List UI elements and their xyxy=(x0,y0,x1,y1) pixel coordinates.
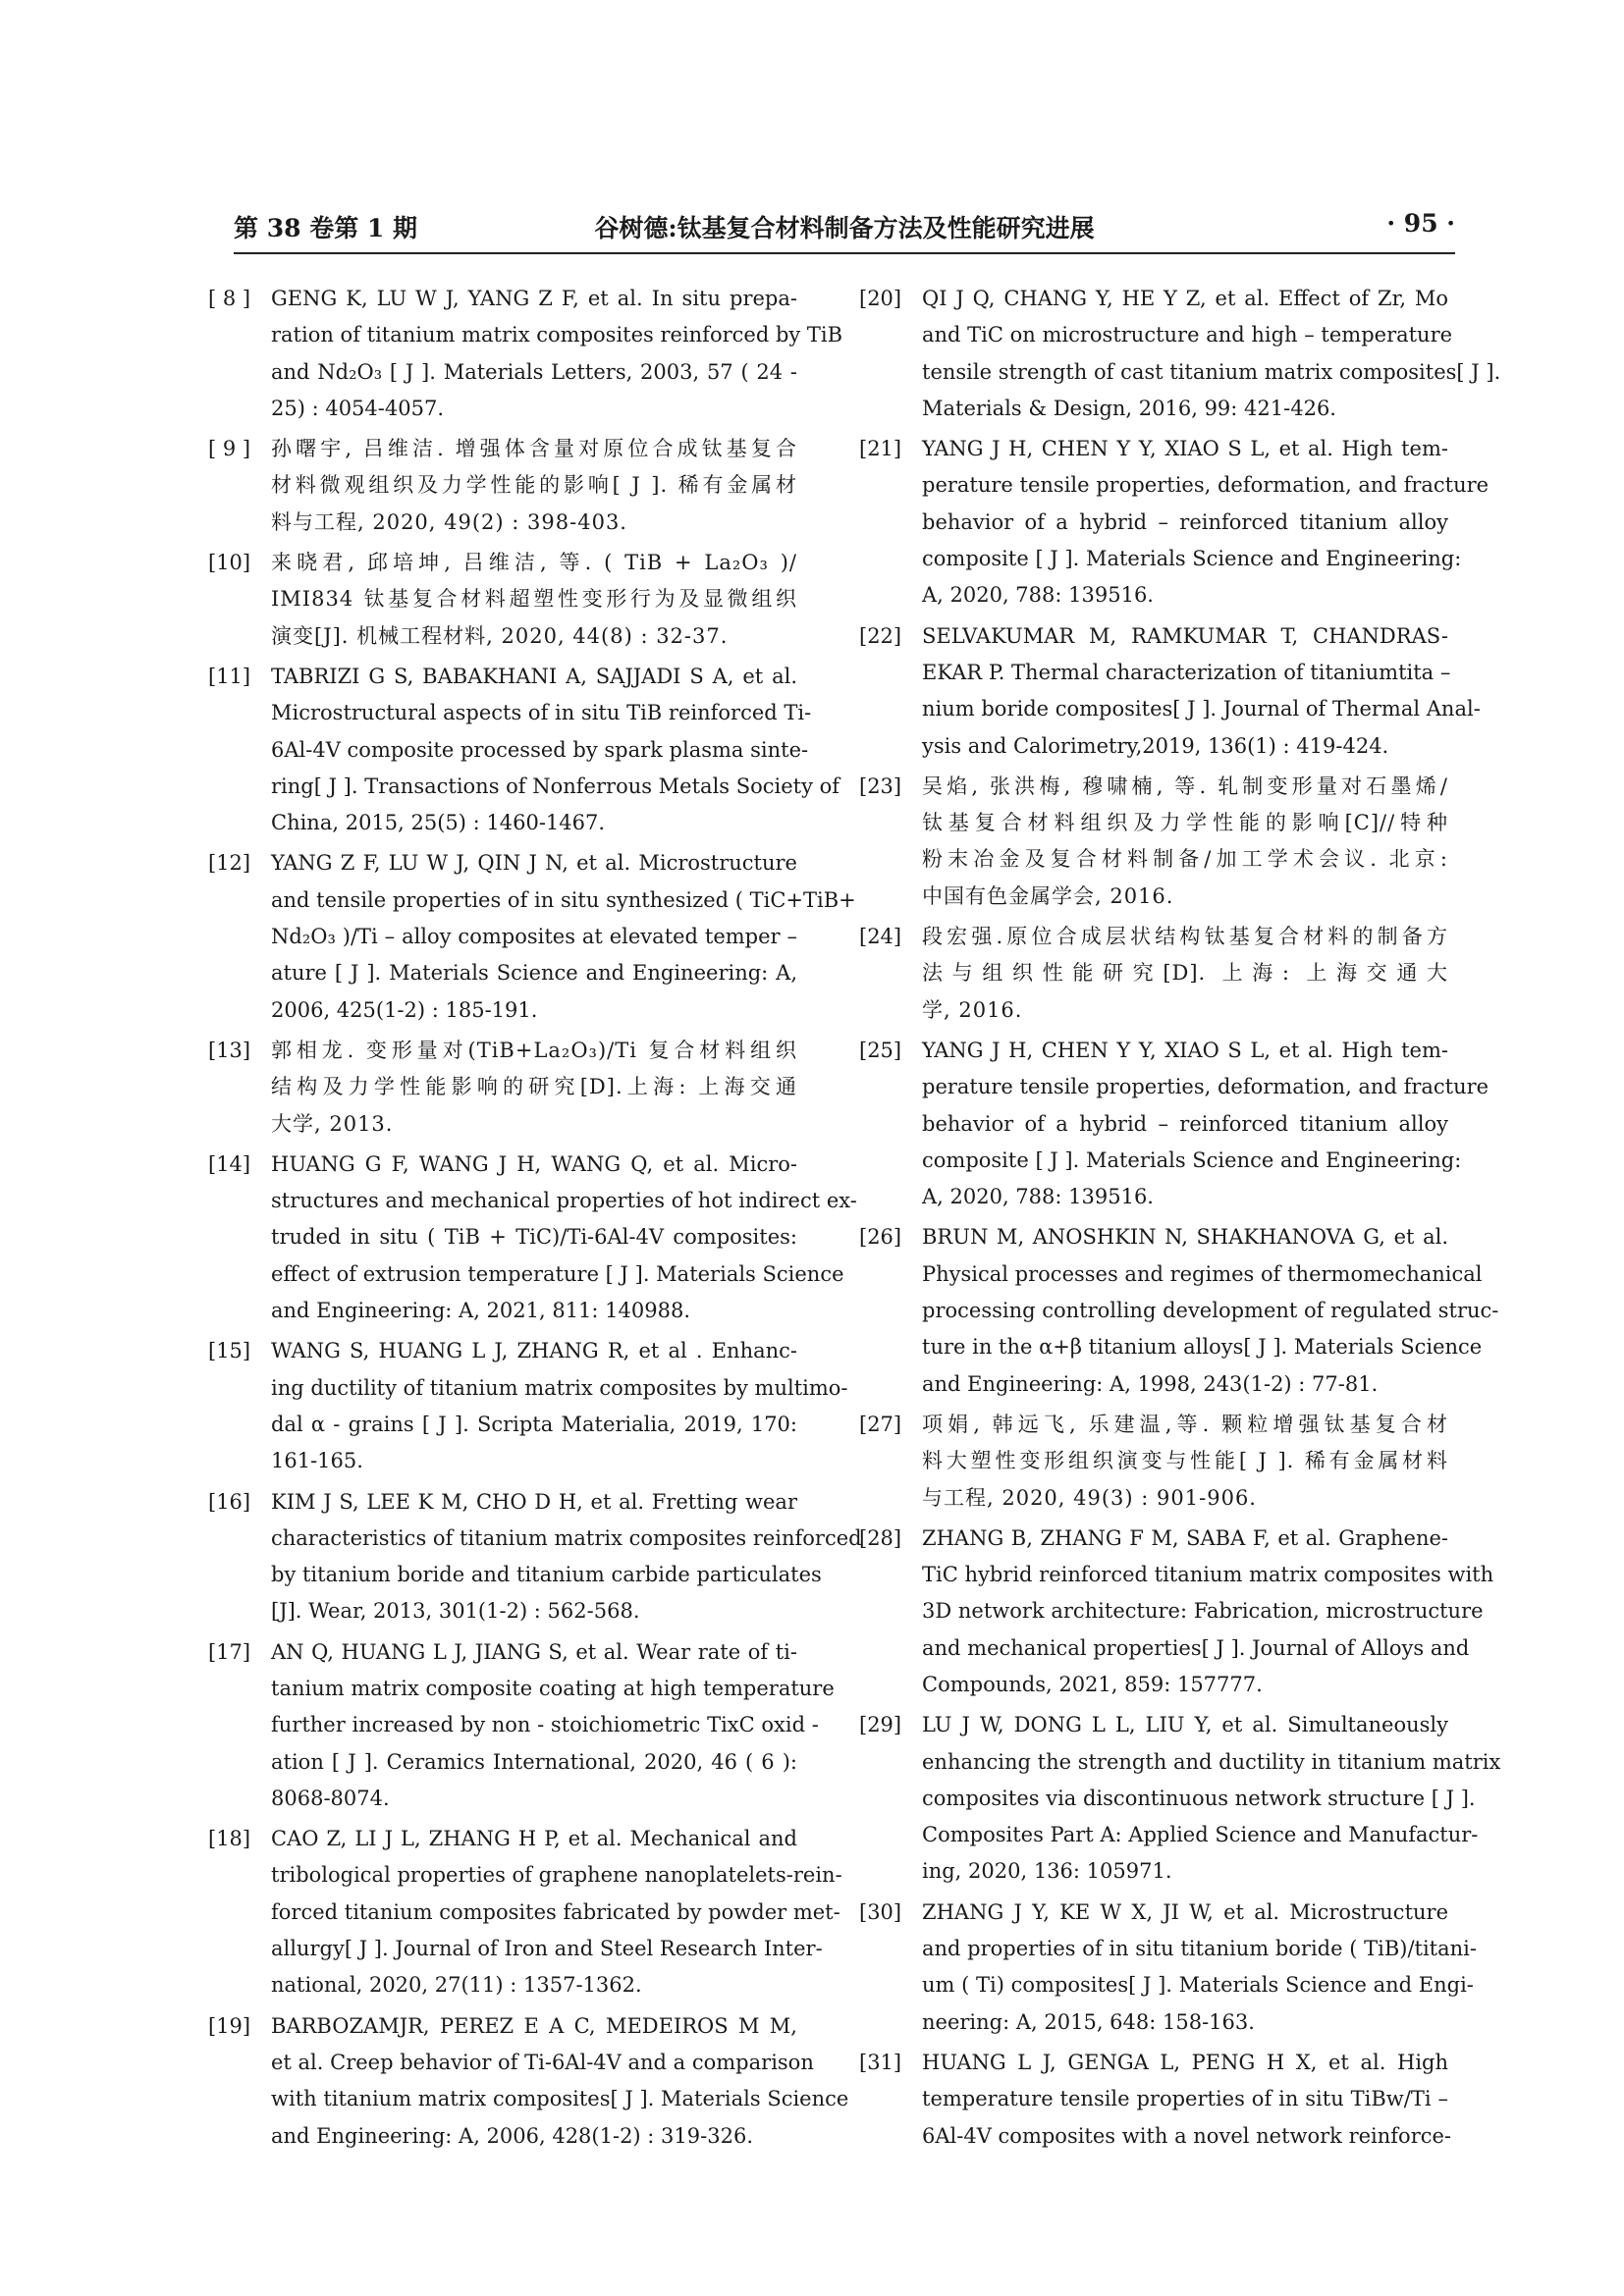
reference-text-line: structures and mechanical properties of hot indirect ex- xyxy=(271,1189,857,1213)
reference-number: [20] xyxy=(859,287,902,310)
reference-text-line: 25) : 4054-4057. xyxy=(271,396,444,420)
reference-text-line: forced titanium composites fabricated by powder met- xyxy=(271,1899,840,1924)
reference-text-line: GENG K, LU W J, YANG Z F, et al. In situ prepa- xyxy=(271,287,797,310)
reference-number: [25] xyxy=(859,1038,902,1062)
reference-text-line: 2006, 425(1-2) : 185-191. xyxy=(271,997,538,1022)
reference-text-line: characteristics of titanium matrix composites reinforced xyxy=(271,1525,862,1550)
reference-item xyxy=(208,1634,835,1817)
reference-text-line: and Nd₂O₃ [ J ]. Materials Letters, 2003, 57 ( 24 - xyxy=(271,359,797,384)
reference-text-line: HUANG L J, GENGA L, PENG H X, et al. High xyxy=(922,2050,1448,2074)
reference-text-line: ture in the α+β titanium alloys[ J ]. Materials Science xyxy=(922,1335,1483,1360)
reference-item xyxy=(208,1484,862,1630)
reference-text-line: behavior of a hybrid – reinforced titanium alloy xyxy=(922,1111,1448,1136)
reference-text-line: IMI834 钛基复合材料超塑性变形行为及显微组织 xyxy=(271,587,797,612)
reference-text-line: 学, 2016. xyxy=(922,997,1023,1022)
reference-text-line: ysis and Calorimetry,2019, 136(1) : 419-424. xyxy=(922,733,1389,758)
reference-text-line: behavior of a hybrid – reinforced titanium alloy xyxy=(922,509,1448,534)
reference-number: [21] xyxy=(859,437,902,461)
reference-text-line: EKAR P. Thermal characterization of titaniumtita – xyxy=(922,660,1451,684)
reference-text-line: Microstructural aspects of in situ TiB reinforced Ti- xyxy=(271,701,812,725)
reference-text-line: 吴焰, 张洪梅, 穆啸楠, 等. 轧制变形量对石墨烯/ xyxy=(922,774,1448,798)
reference-text-line: BARBOZAMJR, PEREZ E A C, MEDEIROS M M, xyxy=(271,2013,797,2038)
reference-text-line: effect of extrusion temperature [ J ]. Materials Science xyxy=(271,1261,844,1286)
reference-text-line: ration of titanium matrix composites reinforced by TiB xyxy=(271,323,843,347)
reference-text-line: and properties of in situ titanium boride ( TiB)/titani- xyxy=(922,1937,1477,1961)
reference-item xyxy=(859,1707,1501,1890)
reference-item xyxy=(859,281,1501,427)
reference-number: [22] xyxy=(859,623,902,648)
reference-item xyxy=(208,281,843,427)
reference-text-line: 钛基复合材料组织及力学性能的影响[C]//特种 xyxy=(922,811,1448,835)
reference-number: [12] xyxy=(208,851,251,876)
reference-item xyxy=(859,431,1489,614)
reference-number: [24] xyxy=(859,925,902,949)
reference-text-line: nium boride composites[ J ]. Journal of Thermal Anal- xyxy=(922,697,1481,721)
reference-text-line: composite [ J ]. Materials Science and Engineering: xyxy=(922,1148,1462,1172)
reference-number: [27] xyxy=(859,1412,902,1436)
reference-text-line: composite [ J ]. Materials Science and Engineering: xyxy=(922,547,1462,571)
reference-text-line: Composites Part A: Applied Science and Manufactur- xyxy=(922,1823,1479,1847)
reference-text-line: A, 2020, 788: 139516. xyxy=(922,583,1154,608)
journal-volume-issue: 第 38 卷第 1 期 xyxy=(234,214,417,242)
reference-number: [13] xyxy=(208,1038,251,1062)
reference-text-line: and Engineering: A, 1998, 243(1-2) : 77-81. xyxy=(922,1371,1379,1396)
reference-text-line: composites via discontinuous network structure [ J ]. xyxy=(922,1786,1476,1810)
reference-text-line: and tensile properties of in situ synthesized ( TiC+TiB+ xyxy=(271,887,856,912)
reference-text-line: YANG J H, CHEN Y Y, XIAO S L, et al. High tem- xyxy=(922,437,1448,461)
reference-text-line: Materials & Design, 2016, 99: 421-426. xyxy=(922,396,1336,420)
reference-item xyxy=(208,1333,848,1479)
reference-text-line: perature tensile properties, deformation, and fracture xyxy=(922,1075,1489,1099)
reference-text-line: [J]. Wear, 2013, 301(1-2) : 562-568. xyxy=(271,1599,640,1624)
reference-text-line: TiC hybrid reinforced titanium matrix composites with xyxy=(922,1563,1494,1587)
reference-item xyxy=(859,1521,1494,1703)
reference-text-line: ZHANG J Y, KE W X, JI W, et al. Microstructure xyxy=(922,1899,1448,1924)
reference-text-line: 中国有色金属学会, 2016. xyxy=(922,883,1174,908)
reference-item xyxy=(208,1821,842,2003)
reference-text-line: tribological properties of graphene nanoplatelets-rein- xyxy=(271,1863,842,1888)
reference-text-line: 项娟, 韩远飞, 乐建温,等. 颗粒增强钛基复合材 xyxy=(922,1412,1448,1436)
reference-text-line: 段宏强.原位合成层状结构钛基复合材料的制备方 xyxy=(922,925,1448,949)
reference-text-line: and Engineering: A, 2006, 428(1-2) : 319-326. xyxy=(271,2123,753,2148)
reference-text-line: national, 2020, 27(11) : 1357-1362. xyxy=(271,1973,642,1998)
article-running-title: 谷树德:钛基复合材料制备方法及性能研究进展 xyxy=(594,214,1095,242)
reference-text-line: WANG S, HUANG L J, ZHANG R, et al . Enhanc- xyxy=(271,1339,797,1363)
reference-item xyxy=(859,1033,1489,1215)
reference-text-line: YANG J H, CHEN Y Y, XIAO S L, et al. High tem- xyxy=(922,1038,1448,1062)
reference-item xyxy=(208,1033,797,1143)
reference-text-line: China, 2015, 25(5) : 1460-1467. xyxy=(271,811,606,835)
reference-text-line: 6Al-4V composites with a novel network reinforce- xyxy=(922,2123,1452,2148)
reference-item xyxy=(859,2045,1452,2155)
reference-text-line: 材料微观组织及力学性能的影响[ J ]. 稀有金属材 xyxy=(271,473,797,498)
reference-text-line: truded in situ ( TiB + TiC)/Ti-6Al-4V composites: xyxy=(271,1225,797,1250)
reference-text-line: HUANG G F, WANG J H, WANG Q, et al. Micro- xyxy=(271,1151,797,1176)
reference-text-line: KIM J S, LEE K M, CHO D H, et al. Fretting wear xyxy=(271,1489,797,1514)
reference-text-line: perature tensile properties, deformation, and fracture xyxy=(922,473,1489,498)
reference-text-line: Nd₂O₃ )/Ti – alloy composites at elevated temper – xyxy=(271,925,797,949)
reference-text-line: LU J W, DONG L L, LIU Y, et al. Simultaneously xyxy=(922,1713,1448,1737)
reference-text-line: processing controlling development of regulated struc- xyxy=(922,1299,1499,1323)
reference-text-line: QI J Q, CHANG Y, HE Y Z, et al. Effect of Zr, Mo xyxy=(922,287,1448,310)
reference-text-line: SELVAKUMAR M, RAMKUMAR T, CHANDRAS- xyxy=(922,623,1448,648)
reference-text-line: 3D network architecture: Fabrication, microstructure xyxy=(922,1599,1484,1624)
reference-text-line: allurgy[ J ]. Journal of Iron and Steel Research Inter- xyxy=(271,1937,823,1961)
reference-item xyxy=(208,2008,849,2155)
reference-text-line: by titanium boride and titanium carbide particulates xyxy=(271,1563,822,1587)
reference-text-line: 来晓君, 邱培坤, 吕维洁, 等. ( TiB + La₂O₃ )/ xyxy=(271,551,797,575)
reference-number: [29] xyxy=(859,1713,902,1737)
reference-text-line: 料与工程, 2020, 49(2) : 398-403. xyxy=(271,509,627,534)
reference-text-line: and mechanical properties[ J ]. Journal of Alloys and xyxy=(922,1635,1470,1660)
reference-item xyxy=(859,1407,1448,1517)
reference-text-line: 孙曙宇, 吕维洁. 增强体含量对原位合成钛基复合 xyxy=(271,437,797,461)
reference-number: [ 8 ] xyxy=(208,287,251,310)
reference-text-line: TABRIZI G S, BABAKHANI A, SAJJADI S A, et al. xyxy=(271,664,797,688)
reference-text-line: ature [ J ]. Materials Science and Engineering: A, xyxy=(271,961,797,986)
reference-number: [19] xyxy=(208,2013,251,2038)
reference-number: [11] xyxy=(208,664,251,688)
reference-text-line: 161-165. xyxy=(271,1449,363,1473)
reference-number: [30] xyxy=(859,1899,902,1924)
reference-text-line: AN Q, HUANG L J, JIANG S, et al. Wear rate of ti- xyxy=(271,1639,797,1664)
reference-text-line: temperature tensile properties of in situ TiBw/Ti – xyxy=(922,2087,1448,2111)
reference-item xyxy=(859,1219,1499,1402)
reference-number: [15] xyxy=(208,1339,251,1363)
reference-number: [10] xyxy=(208,551,251,575)
reference-number: [14] xyxy=(208,1151,251,1176)
reference-text-line: 料大塑性变形组织演变与性能[ J ]. 稀有金属材料 xyxy=(922,1449,1448,1473)
reference-text-line: ZHANG B, ZHANG F M, SABA F, et al. Graphene- xyxy=(922,1525,1448,1550)
reference-text-line: with titanium matrix composites[ J ]. Materials Science xyxy=(271,2087,849,2111)
running-header xyxy=(234,209,1455,248)
reference-item xyxy=(859,618,1481,765)
reference-text-line: 6Al-4V composite processed by spark plasma sinte- xyxy=(271,737,809,762)
reference-item xyxy=(208,659,840,841)
reference-number: [16] xyxy=(208,1489,251,1514)
reference-text-line: 郭相龙. 变形量对(TiB+La₂O₃)/Ti 复合材料组织 xyxy=(271,1038,797,1062)
reference-text-line: CAO Z, LI J L, ZHANG H P, et al. Mechanical and xyxy=(271,1827,797,1851)
reference-text-line: ation [ J ]. Ceramics International, 2020, 46 ( 6 ): xyxy=(271,1749,797,1774)
reference-text-line: 与工程, 2020, 49(3) : 901-906. xyxy=(922,1485,1257,1510)
reference-text-line: 法与组织性能研究[D]. 上海: 上海交通大 xyxy=(922,961,1448,986)
reference-text-line: enhancing the strength and ductility in titanium matrix xyxy=(922,1749,1501,1774)
reference-item xyxy=(208,845,856,1028)
reference-text-line: 粉末冶金及复合材料制备/加工学术会议. 北京: xyxy=(922,847,1448,872)
reference-item xyxy=(859,1895,1477,2041)
reference-number: [ 9 ] xyxy=(208,437,251,461)
reference-item xyxy=(859,919,1448,1029)
reference-number: [31] xyxy=(859,2050,902,2074)
reference-text-line: ing ductility of titanium matrix composites by multimo- xyxy=(271,1375,848,1400)
reference-text-line: Physical processes and regimes of thermomechanical xyxy=(922,1261,1483,1286)
reference-text-line: et al. Creep behavior of Ti-6Al-4V and a comparison xyxy=(271,2050,814,2074)
reference-number: [17] xyxy=(208,1639,251,1664)
reference-text-line: um ( Ti) composites[ J ]. Materials Science and Engi- xyxy=(922,1973,1474,1998)
reference-number: [28] xyxy=(859,1525,902,1550)
reference-text-line: YANG Z F, LU W J, QIN J N, et al. Microstructure xyxy=(271,851,797,876)
reference-text-line: ring[ J ]. Transactions of Nonferrous Metals Society of xyxy=(271,774,840,798)
reference-item xyxy=(208,1147,857,1329)
reference-text-line: 演变[J]. 机械工程材料, 2020, 44(8) : 32-37. xyxy=(271,623,729,648)
reference-text-line: BRUN M, ANOSHKIN N, SHAKHANOVA G, et al. xyxy=(922,1225,1448,1250)
reference-text-line: 大学, 2013. xyxy=(271,1111,394,1136)
reference-text-line: and TiC on microstructure and high – temperature xyxy=(922,323,1453,347)
reference-item xyxy=(208,545,797,655)
reference-item xyxy=(208,431,797,541)
reference-text-line: dal α - grains [ J ]. Scripta Materialia, 2019, 170: xyxy=(271,1412,797,1436)
references-left-column xyxy=(208,281,862,2159)
reference-text-line: 结构及力学性能影响的研究[D].上海: 上海交通 xyxy=(271,1075,797,1099)
reference-text-line: tanium matrix composite coating at high temperature xyxy=(271,1676,835,1700)
header-rule xyxy=(234,252,1455,254)
references-right-column xyxy=(859,281,1501,2159)
page-number: · 95 · xyxy=(1386,209,1455,238)
reference-text-line: Compounds, 2021, 859: 157777. xyxy=(922,1672,1263,1696)
reference-text-line: and Engineering: A, 2021, 811: 140988. xyxy=(271,1299,691,1323)
reference-item xyxy=(859,769,1448,915)
reference-text-line: neering: A, 2015, 648: 158-163. xyxy=(922,2009,1255,2034)
reference-number: [18] xyxy=(208,1827,251,1851)
reference-text-line: ing, 2020, 136: 105971. xyxy=(922,1859,1172,1884)
reference-number: [26] xyxy=(859,1225,902,1250)
reference-text-line: further increased by non - stoichiometric TixC oxid - xyxy=(271,1713,819,1737)
reference-text-line: A, 2020, 788: 139516. xyxy=(922,1185,1154,1209)
reference-number: [23] xyxy=(859,774,902,798)
reference-text-line: 8068-8074. xyxy=(271,1786,390,1810)
reference-text-line: tensile strength of cast titanium matrix composites[ J ]. xyxy=(922,359,1501,384)
